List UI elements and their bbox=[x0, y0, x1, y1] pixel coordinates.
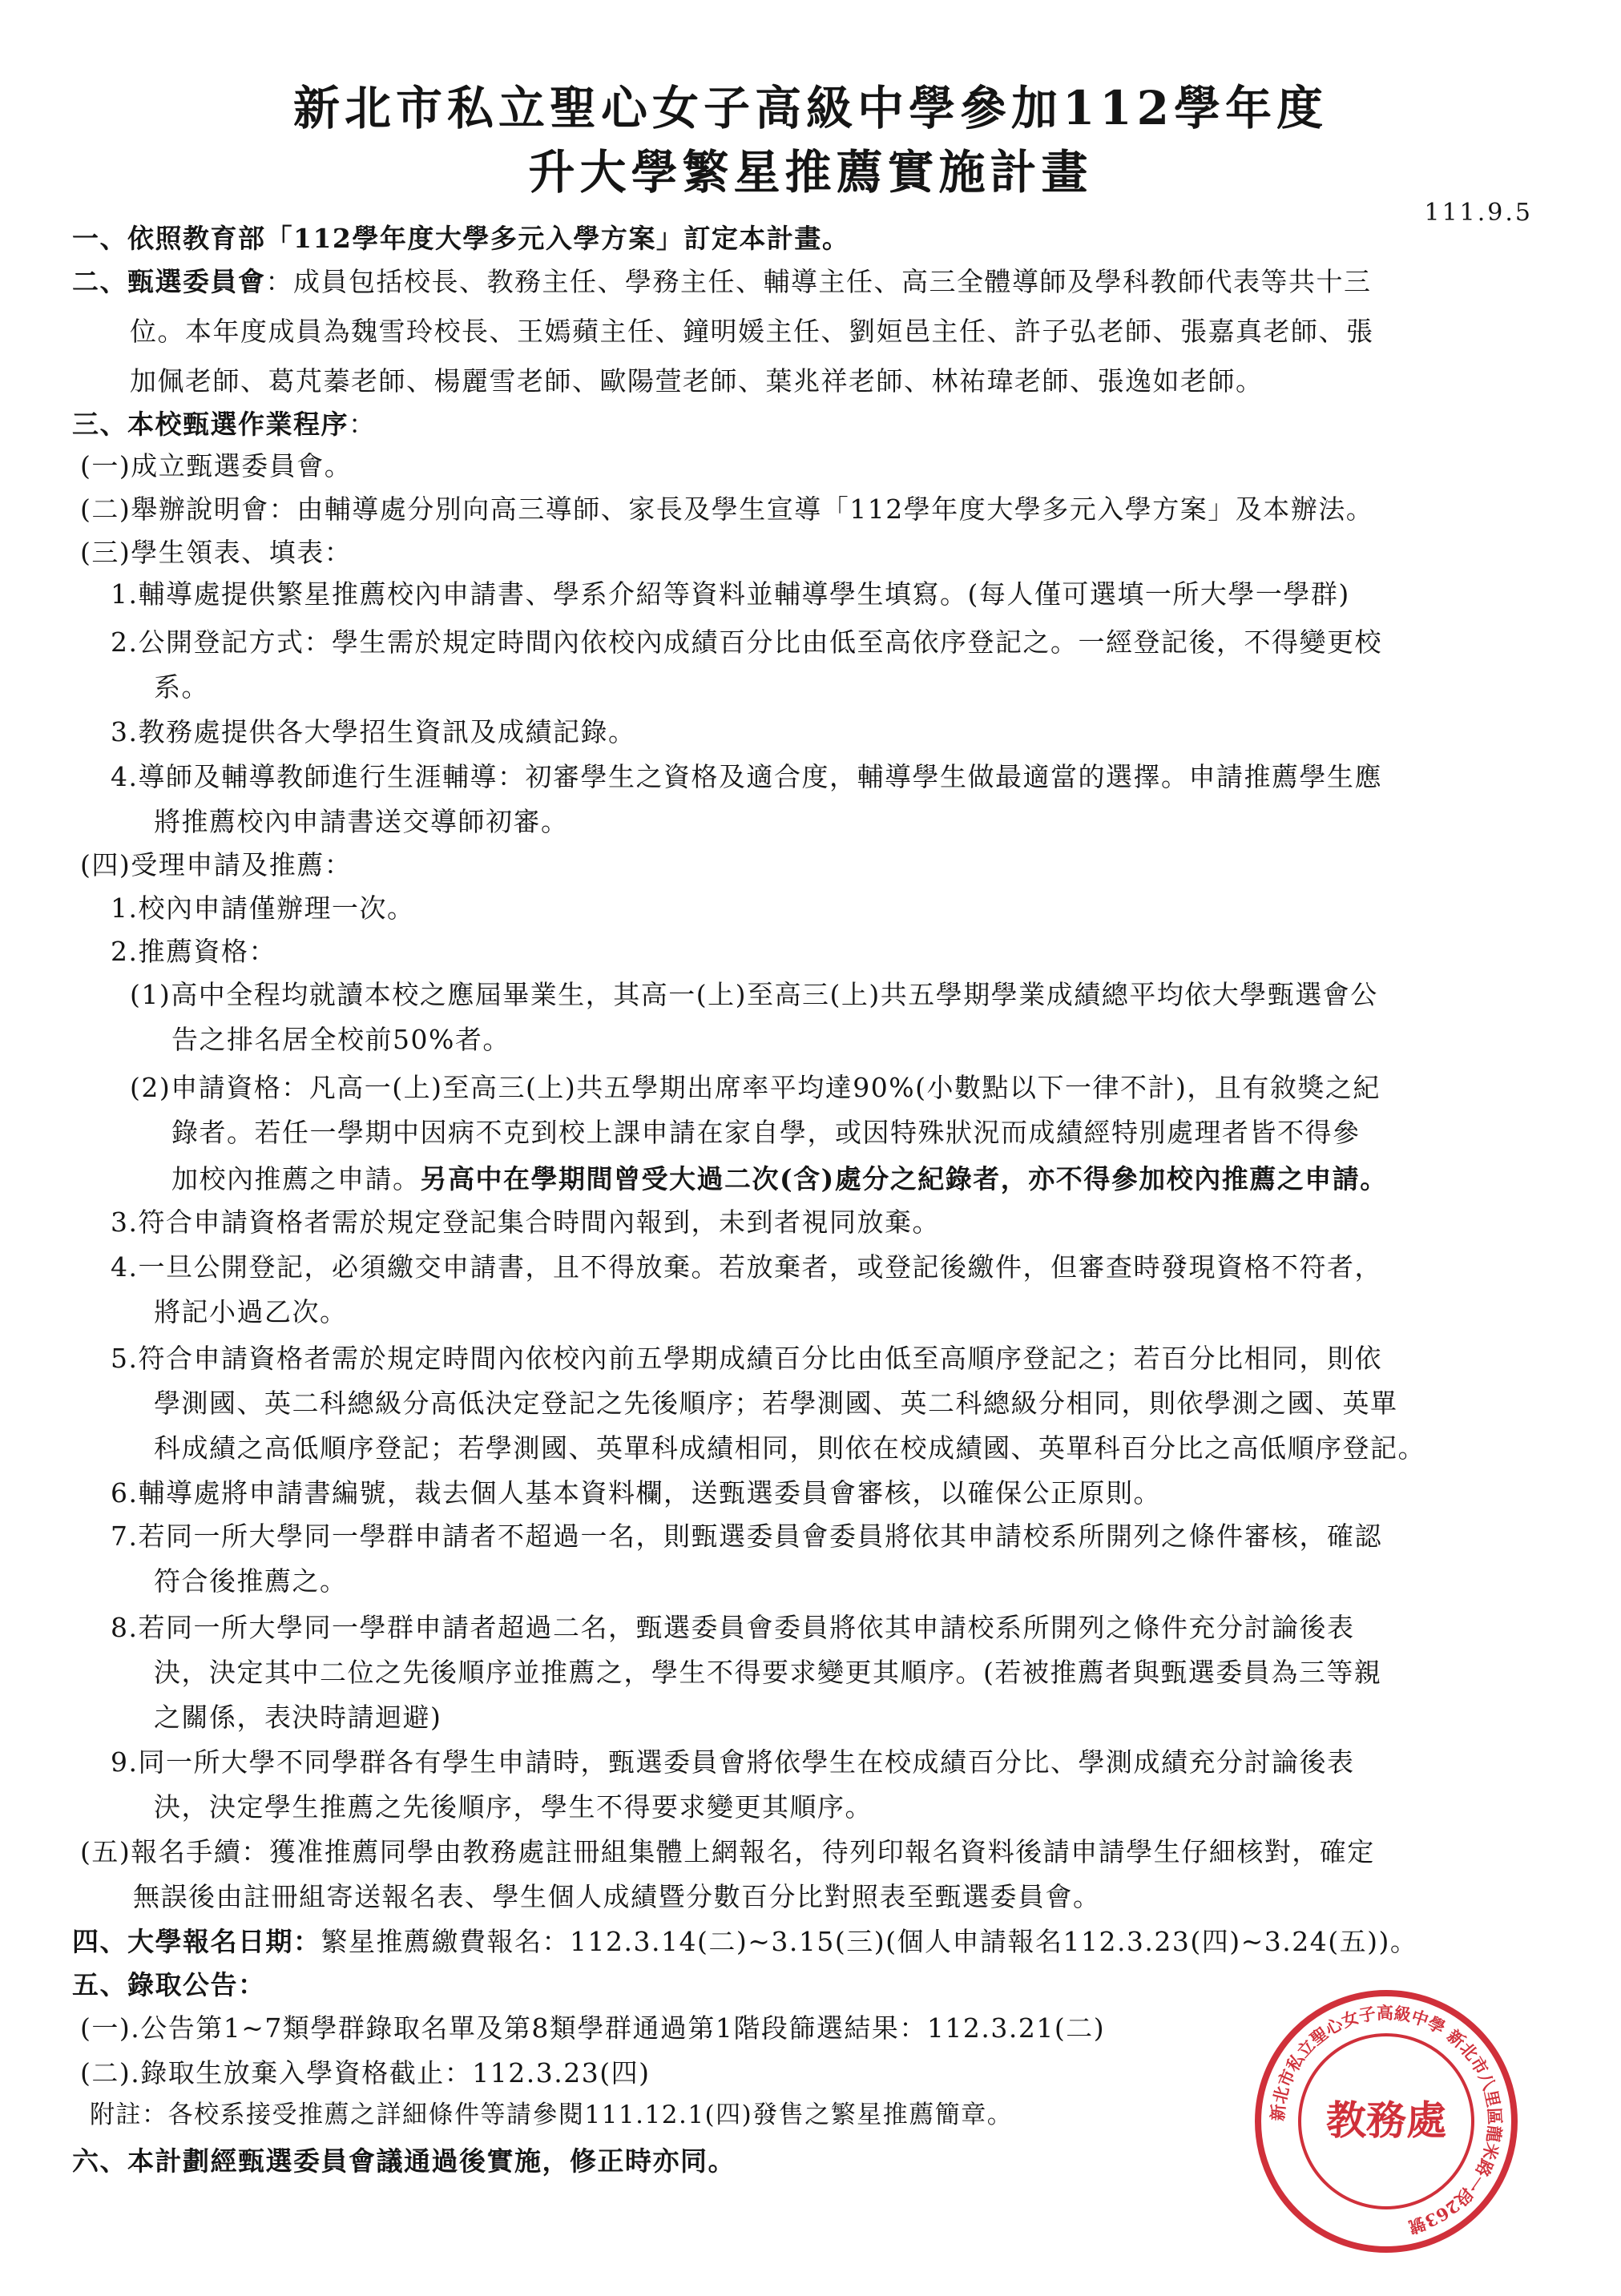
section-3-item-3-1: 1.輔導處提供繁星推薦校內申請書、學系介紹等資料並輔導學生填寫。(每人僅可選填一所大學一學群) bbox=[111, 578, 1350, 610]
section-3-item-4-3: 3.符合申請資格者需於規定登記集合時間內報到，未到者視同放棄。 bbox=[111, 1206, 940, 1238]
section-3-item-4-5: 5.符合申請資格者需於規定時間內依校內前五學期成績百分比由低至高順序登記之；若百分比相同，則依 bbox=[111, 1343, 1382, 1374]
section-4 bbox=[72, 1926, 1417, 1958]
section-3-item-4-9-cont: 決，決定學生推薦之先後順序，學生不得要求變更其順序。 bbox=[154, 1791, 873, 1823]
section-3-item-3-4: 4.導師及輔導教師進行生涯輔導：初審學生之資格及適合度，輔導學生做最適當的選擇。申請推薦學生應 bbox=[111, 761, 1382, 792]
section-3-item-4: (四)受理申請及推薦： bbox=[80, 849, 353, 880]
section-5-heading: 五、錄取公告： bbox=[72, 1969, 266, 2000]
document-title-line-1: 新北市私立聖心女子高級中學參加112學年度 bbox=[292, 81, 1329, 135]
section-2-text: ：成員包括校長、教務主任、學務主任、輔導主任、高三全體導師及學科教師代表等共十三 bbox=[265, 266, 1372, 297]
section-3-item-4-2: 2.推薦資格： bbox=[111, 936, 276, 967]
section-1: 一、依照教育部「112學年度大學多元入學方案」訂定本計畫。 bbox=[72, 223, 850, 254]
seal-center-text: 教務處 bbox=[1326, 2097, 1446, 2144]
section-3-item-3-3: 3.教務處提供各大學招生資訊及成績記錄。 bbox=[111, 716, 636, 747]
section-3-item-4-2-2-cont-2 bbox=[171, 1163, 1388, 1195]
school-seal-stamp bbox=[1250, 1985, 1522, 2258]
section-3-heading-line bbox=[72, 409, 377, 441]
section-3-item-4-8: 8.若同一所大學同一學群申請者超過二名，甄選委員會委員將依其申請校系所開列之條件充分討論後表 bbox=[111, 1612, 1355, 1643]
section-3-item-4-2-2-cont-1: 錄者。若任一學期中因病不克到校上課申請在家自學，或因特殊狀況而成績經特別處理者皆不得參 bbox=[171, 1117, 1361, 1148]
section-3-item-5-cont: 無誤後由註冊組寄送報名表、學生個人成績暨分數百分比對照表至甄選委員會。 bbox=[133, 1881, 1101, 1912]
section-3-item-4-4-cont: 將記小過乙次。 bbox=[154, 1296, 348, 1327]
section-3-item-3: (三)學生領表、填表： bbox=[80, 537, 353, 568]
section-4-heading: 四、大學報名日期： bbox=[72, 1926, 321, 1957]
section-3-item-4-2-2-bold: 另高中在學期間曾受大過二次(含)處分之紀錄者，亦不得參加校內推薦之申請。 bbox=[420, 1163, 1388, 1194]
section-2-heading: 二、甄選委員會 bbox=[72, 266, 266, 297]
seal-ring-text: 新北市私立聖心女子高級中學 新北市八里區龍米路一段263號 bbox=[1267, 2002, 1506, 2238]
section-3-item-4-1: 1.校內申請僅辦理一次。 bbox=[111, 892, 415, 924]
section-6: 六、本計劃經甄選委員會議通過後實施，修正時亦同。 bbox=[72, 2145, 736, 2177]
document-title-line-2: 升大學繁星推薦實施計畫 bbox=[528, 145, 1093, 199]
section-3-item-2: (二)舉辦說明會：由輔導處分別向高三導師、家長及學生宣導「112學年度大學多元入學方案」及本辦法。 bbox=[80, 493, 1374, 525]
section-3-item-4-2-1: (1)高中全程均就讀本校之應屆畢業生，其高一(上)至高三(上)共五學期學業成績總平均依大學甄選會公 bbox=[130, 979, 1378, 1010]
section-3-heading: 三、本校甄選作業程序 bbox=[72, 409, 349, 440]
section-3-item-4-2-2: (2)申請資格：凡高一(上)至高三(上)共五學期出席率平均達90%(小數點以下一律不計)，且有敘獎之紀 bbox=[130, 1072, 1381, 1103]
section-3-item-4-7: 7.若同一所大學同一學群申請者不超過一名，則甄選委員會委員將依其申請校系所開列之條件審核，確認 bbox=[111, 1521, 1382, 1552]
section-3-item-3-2: 2.公開登記方式：學生需於規定時間內依校內成績百分比由低至高依序登記之。一經登記後，不得變更校 bbox=[111, 626, 1382, 658]
section-3-item-4-2-2-plain: 加校內推薦之申請。 bbox=[171, 1163, 421, 1194]
section-3-item-3-4-cont: 將推薦校內申請書送交導師初審。 bbox=[154, 806, 569, 837]
section-3-heading-colon: ： bbox=[349, 409, 377, 440]
section-3-item-3-2-cont: 系。 bbox=[154, 671, 209, 703]
section-4-body: 繁星推薦繳費報名：112.3.14(二)~3.15(三)(個人申請報名112.3.23(四)~3.24(五))。 bbox=[321, 1926, 1418, 1957]
section-3-item-4-4: 4.一旦公開登記，必須繳交申請書，且不得放棄。若放棄者，或登記後繳件，但審查時發現資格不符者， bbox=[111, 1251, 1382, 1283]
section-3-item-4-2-1-cont: 告之排名居全校前50%者。 bbox=[171, 1024, 510, 1055]
section-3-item-1: (一)成立甄選委員會。 bbox=[80, 450, 353, 481]
section-3-item-4-5-cont-1: 學測國、英二科總級分高低決定登記之先後順序；若學測國、英二科總級分相同，則依學測之國、英單 bbox=[154, 1388, 1398, 1419]
section-3-item-4-8-cont-2: 之關係，表決時請迴避) bbox=[154, 1702, 442, 1733]
section-3-item-5: (五)報名手續：獲准推薦同學由教務處註冊組集體上網報名，待列印報名資料後請申請學生仔細核對，確定 bbox=[80, 1836, 1375, 1867]
section-3-item-4-7-cont: 符合後推薦之。 bbox=[154, 1565, 348, 1597]
section-3-item-4-9: 9.同一所大學不同學群各有學生申請時，甄選委員會將依學生在校成績百分比、學測成績充分討論後表 bbox=[111, 1746, 1355, 1778]
section-3-item-4-6: 6.輔導處將申請書編號，裁去個人基本資料欄，送甄選委員會審核，以確保公正原則。 bbox=[111, 1477, 1161, 1509]
section-5-note: 附註：各校系接受推薦之詳細條件等請參閱111.12.1(四)發售之繁星推薦簡章。 bbox=[90, 2101, 1014, 2129]
section-5-item-2: (二).錄取生放棄入學資格截止：112.3.23(四) bbox=[80, 2057, 651, 2089]
section-3-item-4-8-cont-1: 決，決定其中二位之先後順序並推薦之，學生不得要求變更其順序。(若被推薦者與甄選委員為三等親 bbox=[154, 1657, 1382, 1688]
section-2-line-1 bbox=[72, 266, 1372, 298]
document-date: 111.9.5 bbox=[1424, 199, 1533, 227]
section-2-line-2: 位。本年度成員為魏雪玲校長、王嫣蘋主任、鐘明媛主任、劉姮邑主任、許子弘老師、張嘉真老師、張 bbox=[130, 316, 1374, 347]
section-2-line-3: 加佩老師、葛芃蓁老師、楊麗雪老師、歐陽萱老師、葉兆祥老師、林祐瑋老師、張逸如老師。 bbox=[130, 365, 1264, 397]
section-5-item-1: (一).公告第1~7類學群錄取名單及第8類學群通過第1階段篩選結果：112.3.21(二) bbox=[80, 2012, 1106, 2044]
section-3-item-4-5-cont-2: 科成績之高低順序登記；若學測國、英單科成績相同，則依在校成績國、英單科百分比之高低順序登記。 bbox=[154, 1432, 1425, 1464]
